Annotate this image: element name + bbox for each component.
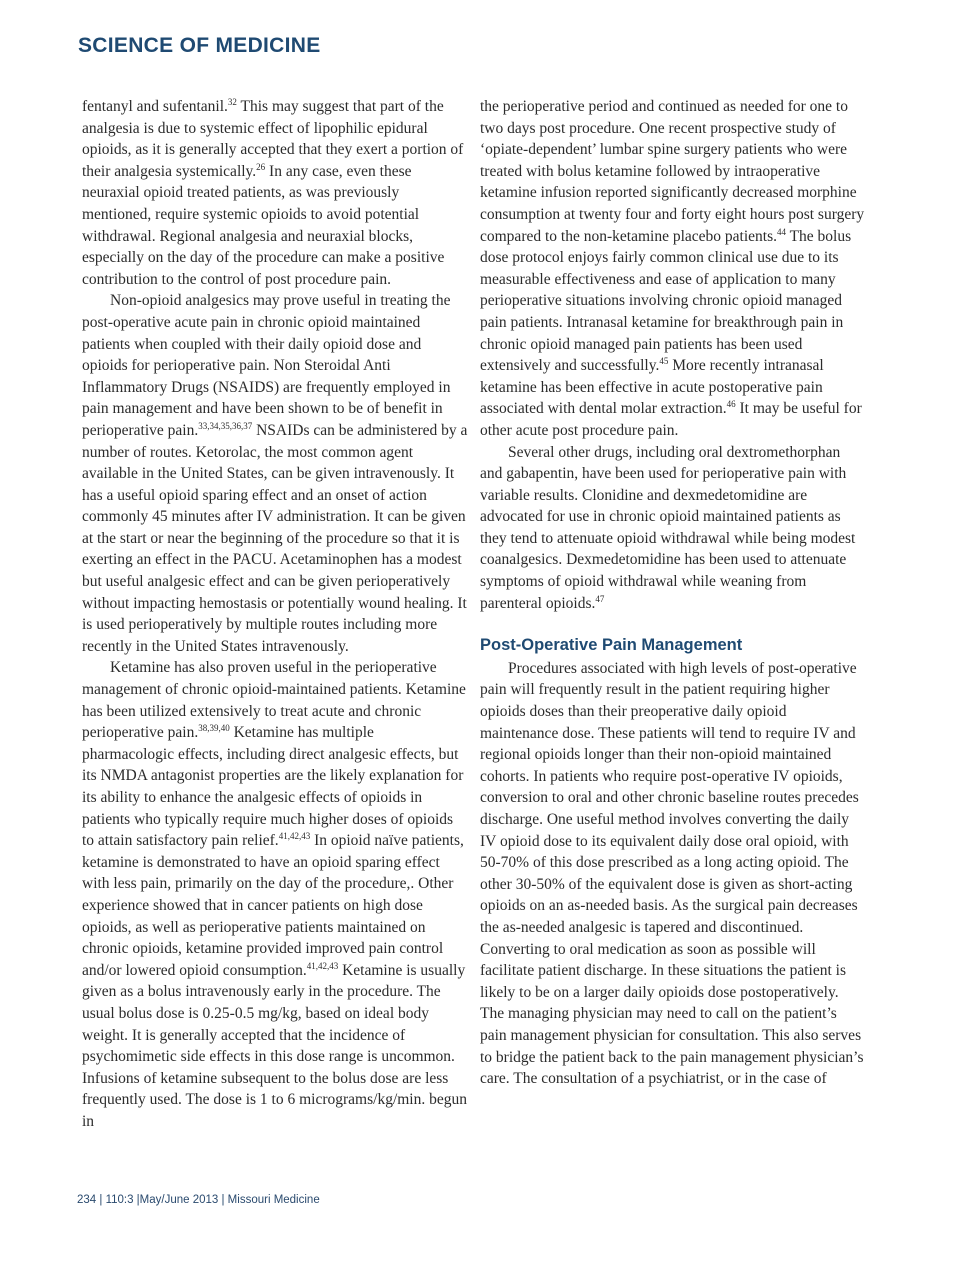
citation: 26 [256, 161, 266, 172]
section-subheading: Post-Operative Pain Management [480, 636, 743, 655]
citation: 32 [227, 97, 237, 107]
right-column [480, 96, 866, 1090]
citation: 41,42,43 [306, 960, 339, 971]
page-footer: 234 | 110:3 |May/June 2013 | Missouri Medicine [77, 1194, 320, 1206]
right-paragraph-3: Procedures associated with high levels of post-operative pain will frequently result in the patient requiring higher opioids doses than their preoperative daily opioid maintenance dose. These patients will tend to require IV and regional opioids longer than their non-opioid maintained cohorts. In patients who require post-operative IV opioids, conversion to oral and other chronic baseline routes precedes discharge. One useful method involves converting the daily IV opioid dose to its equivalent daily dose oral opioid, with 50-70% of this dose prescribed as a long acting opioid. The other 30-50% of the equivalent dose is given as short-acting opioids on an as-needed basis. As the surgical pain decreases the as-needed analgesic is tapered and discontinued. Converting to oral medication as soon as possible will facilitate patient discharge. In these situations the patient is likely to be on a larger daily opioids dose postoperatively. The managing physician may need to call on the patient’s pain management physician for consultation. This also serves to bridge the patient back to the pain management physician’s care. The consultation of a psychiatrist, or in the case of [480, 659, 864, 1088]
citation: 44 [776, 226, 786, 237]
left-column [82, 96, 468, 1133]
citation: 41,42,43 [278, 831, 311, 842]
citation: 46 [726, 399, 736, 410]
right-paragraph-2: Several other drugs, including oral dextromethorphan and gabapentin, have been used for perioperative pain with variable results. Clonidine and dexmedetomidine are advocated for use in chronic opioid maintained patients as they tend to attenuate opioid withdrawal while being modest coanalgesics. Dexmedetomidine has been used to attenuate symptoms of opioid withdrawal while weaning from parenteral opioids.$^{47}$ [480, 443, 856, 612]
left-paragraph-3: Ketamine has also proven useful in the perioperative management of chronic opioid-maintained patients. Ketamine has been utilized extensively to treat acute and chronic perioperative pain.$^{38,39,40}$ Ketamine has multiple pharmacologic effects, including direct analgesic effects, but its NMDA antagonist properties are the likely explanation for its ability to enhance the analgesic effects of opioids in patients who typically require much higher doses of opioids to attain satisfactory pain relief.$^{41,42,43}$ In opioid naïve patients, ketamine is demonstrated to have an opioid sparing effect with less pain, primarily on the day of the procedure,. Other experience showed that in cancer patients on high dose opioids, as well as perioperative patients maintained on chronic opioids, ketamine provided improved pain control and/or lowered opioid consumption.$^{41,42,43}$ Ketamine is usually given as a bolus intravenously early in the procedure. The usual bolus dose is 0.25-0.5 mg/kg, based on ideal body weight. It is generally accepted that the incidence of psychomimetic side effects in this dose range is uncommon. Infusions of ketamine subsequent to the bolus dose are less frequently used. The dose is 1 to 6 micrograms/kg/min. begun in [82, 659, 467, 1130]
citation: 47 [595, 593, 605, 604]
left-paragraph-2: Non-opioid analgesics may prove useful in treating the post-operative acute pain in chronic opioid maintained patients when coupled with their daily opioid dose and opioids for perioperative pain. Non Steroidal Anti Inflammatory Drugs (NSAIDS) are frequently employed in pain management and have been shown to be of benefit in perioperative pain.$^{33,34,35,36,37}$ NSAIDs can be administered by a number of routes. Ketorolac, the most common agent available in the United States, can be given intravenously. It has a useful opioid sparing effect and an onset of action commonly 45 minutes after IV administration. It can be given at the start or near the beginning of the procedure so that it is exerting an effect in the PACU. Acetaminophen has a modest but useful analgesic effect and can be given perioperatively without impacting hemostasis or potentially wound healing. It is used perioperatively by multiple routes including more recently in the United States intravenously. [82, 292, 468, 655]
citation: 33,34,35,36,37 [198, 420, 253, 431]
citation: 45 [659, 356, 669, 367]
citation: 38,39,40 [198, 723, 230, 734]
right-paragraph-1: the perioperative period and continued as needed for one to two days post procedure. One recent prospective study of ‘opiate-dependent’ lumbar spine surgery patients who were treated with bolus ketamine followed by intraoperative ketamine infusion reported significantly decreased morphine consumption at twenty four and forty eight hours post surgery compared to the non-ketamine placebo patients.$^{44}$ The bolus dose protocol enjoys fairly common clinical use due to its measurable effectiveness and ease of application to many perioperative situations involving chronic opioid managed pain patients. Intranasal ketamine for breakthrough pain in chronic opioid managed pain patients has been used extensively and successfully.$^{45}$ More recently intranasal ketamine has been effective in acute postoperative pain associated with dental molar extraction.$^{46}$ It may be useful for other acute post procedure pain. [480, 98, 865, 439]
left-paragraph-1: fentanyl and sufentanil.$^{32}$ This may suggest that part of the analgesia is due to systemic effect of lipophilic epidural opioids, as it is generally accepted that they exert a portion of their analgesia systemically.$^{26}$ In any case, even these neuraxial opioid treated patients, as was previously mentioned, require systemic opioids to avoid potential withdrawal. Regional analgesia and neuraxial blocks, especially on the day of the procedure can make a positive contribution to the control of post procedure pain. [82, 97, 464, 288]
section-title: SCIENCE OF MEDICINE [78, 34, 321, 57]
